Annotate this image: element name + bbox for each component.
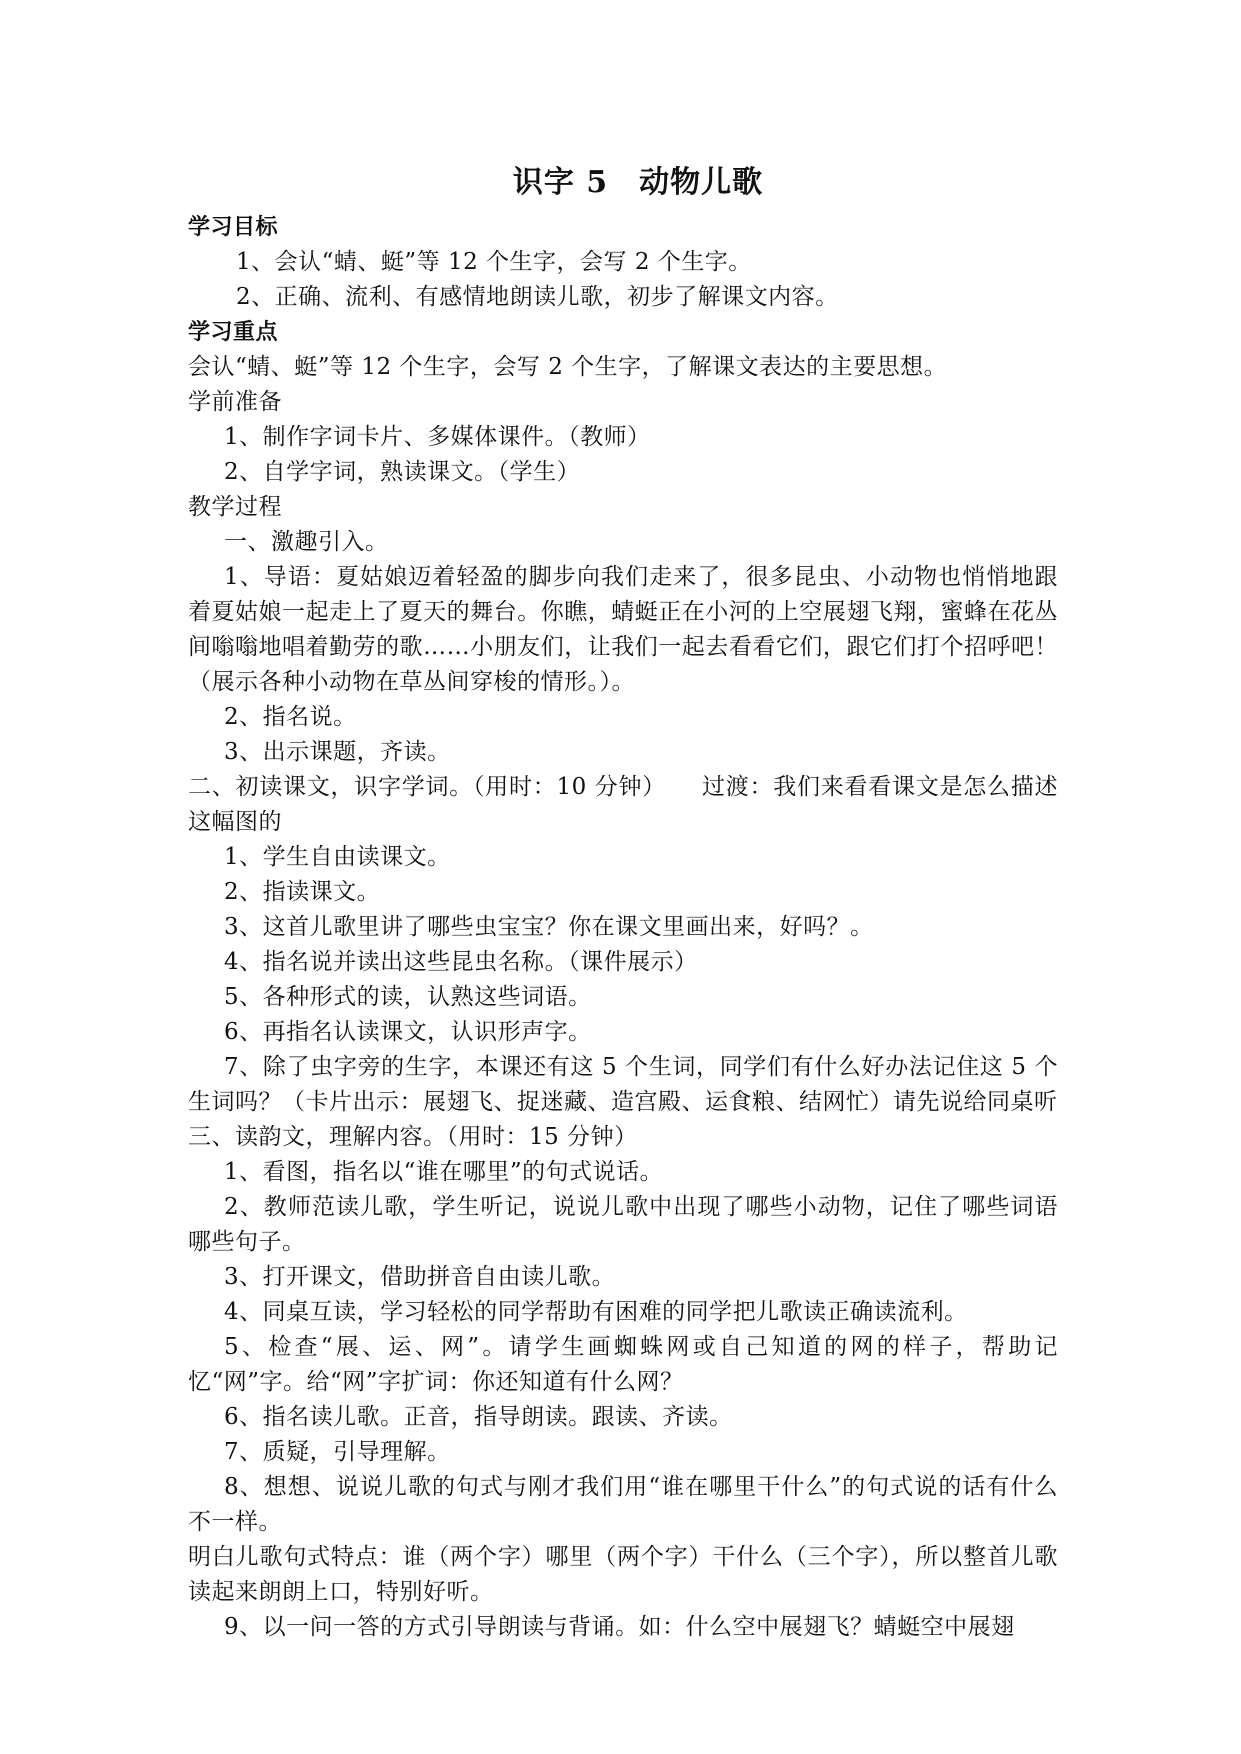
text-line: 学前准备 (188, 389, 282, 415)
text-line: 一、激趣引入。 (224, 529, 389, 555)
text-line: 8、想想、说说儿歌的句式与刚才我们用“谁在哪里干什么”的句式说的话有什么不一样。 (188, 1474, 1058, 1535)
text-line: 4、指名说并读出这些昆虫名称。（课件展示） (224, 949, 698, 975)
text-lines (188, 210, 1058, 1645)
section-heading: 学习目标 (188, 215, 279, 240)
text-line: 4、同桌互读，学习轻松的同学帮助有困难的同学把儿歌读正确读流利。 (224, 1299, 968, 1325)
page-title: 识字 5 动物儿歌 (512, 165, 764, 200)
text-line: 2、教师范读儿歌，学生听记，说说儿歌中出现了哪些小动物，记住了哪些词语哪些句子。 (188, 1194, 1058, 1255)
text-line: 7、除了虫字旁的生字，本课还有这 5 个生词，同学们有什么好办法记住这 5 个生词吗？（卡片出示：展翅飞、捉迷藏、造宫殿、运食粮、结网忙）请先说给同桌听 (188, 1054, 1058, 1115)
text-line: 2、自学字词，熟读课文。（学生） (224, 459, 581, 485)
text-line: 6、指名读儿歌。正音，指导朗读。跟读、齐读。 (224, 1404, 733, 1430)
text-line: 1、会认“蜻、蜓”等 12 个生字，会写 2 个生字。 (236, 249, 752, 275)
text-line: 1、制作字词卡片、多媒体课件。（教师） (224, 424, 651, 450)
text-line: 2、指读课文。 (224, 879, 381, 905)
text-line: 5、检查“展、运、网”。请学生画蜘蛛网或自己知道的网的样子，帮助记忆“网”字。给“网”字扩词：你还知道有什么网？ (188, 1334, 1058, 1395)
text-line: 三、读韵文，理解内容。（用时：15 分钟） (188, 1124, 638, 1150)
text-line: 3、打开课文，借助拼音自由读儿歌。 (224, 1264, 616, 1290)
document-body (188, 158, 1058, 1645)
text-line: 3、这首儿歌里讲了哪些虫宝宝？你在课文里画出来，好吗？。 (224, 914, 874, 940)
text-line: 二、初读课文，识字学词。（用时：10 分钟） 过渡：我们来看看课文是怎么描述这幅图的 (188, 774, 1058, 835)
text-line: 6、再指名认读课文，认识形声字。 (224, 1019, 592, 1045)
text-line: 9、以一问一答的方式引导朗读与背诵。如：什么空中展翅飞？蜻蜓空中展翅 (224, 1614, 1015, 1640)
text-line: 1、学生自由读课文。 (224, 844, 451, 870)
text-line: 2、指名说。 (224, 704, 357, 730)
section-heading: 学习重点 (188, 320, 279, 345)
text-line: 1、看图，指名以“谁在哪里”的句式说话。 (224, 1159, 664, 1185)
text-line: 5、各种形式的读，认熟这些词语。 (224, 984, 592, 1010)
text-line: 3、出示课题，齐读。 (224, 739, 451, 765)
text-line: 会认“蜻、蜓”等 12 个生字，会写 2 个生字，了解课文表达的主要思想。 (188, 354, 948, 380)
text-line: 1、导语：夏姑娘迈着轻盈的脚步向我们走来了，很多昆虫、小动物也悄悄地跟着夏姑娘一起走上了夏天的舞台。你瞧，蜻蜓正在小河的上空展翅飞翔，蜜蜂在花丛间嗡嗡地唱着勤劳的歌……小朋友们，让我们一起去看看它们，跟它们打个招呼吧！（展示各种小动物在草丛间穿梭的情形。）。 (188, 564, 1058, 695)
text-line: 教学过程 (188, 494, 282, 520)
text-line: 明白儿歌句式特点：谁（两个字）哪里（两个字）干什么（三个字），所以整首儿歌读起来朗朗上口，特别好听。 (188, 1544, 1058, 1605)
text-line: 2、正确、流利、有感情地朗读儿歌，初步了解课文内容。 (236, 284, 839, 310)
text-line: 7、质疑，引导理解。 (224, 1439, 451, 1465)
